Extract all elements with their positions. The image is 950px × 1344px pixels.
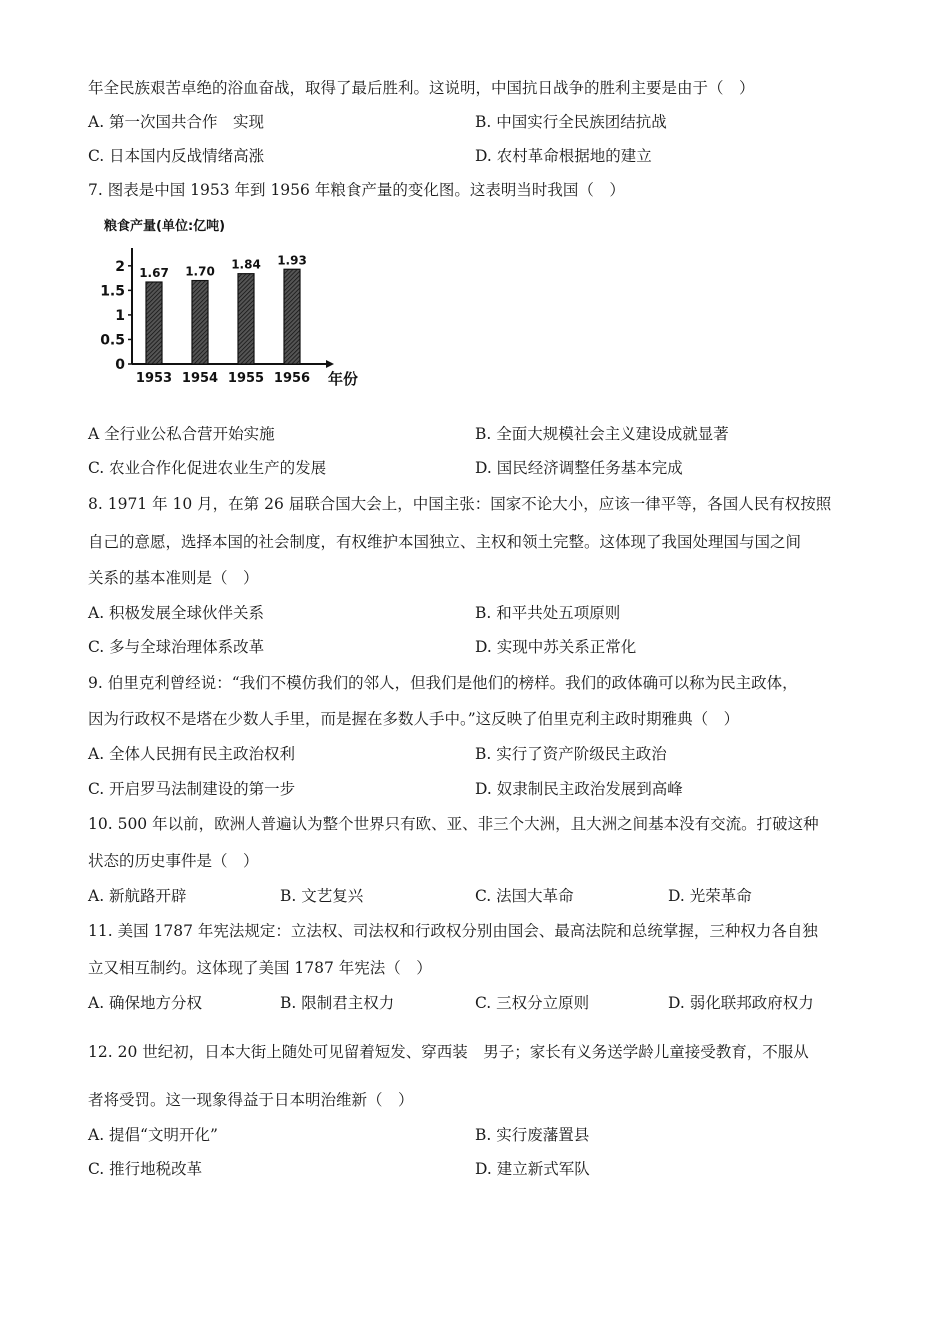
q10-stem-line-1: 10. 500 年以前，欧洲人普遍认为整个世界只有欧、亚、非三个大洲，且大洲之间基本没有交流。打破这种 — [88, 815, 819, 833]
q9-stem-line-2: 因为行政权不是塔在少数人手里，而是握在多数人手中。”这反映了伯里克利主政时期雅典（ ） — [88, 710, 740, 728]
q7-stem: 7. 图表是中国 1953 年到 1956 年粮食产量的变化图。这表明当时我国（ ） — [88, 181, 625, 199]
q12-stem-line-1: 12. 20 世纪初，日本大街上随处可见留着短发、穿西装 男子；家长有义务送学龄儿童接受教育，不服从 — [88, 1043, 809, 1061]
x-tick-label-1955: 1955 — [227, 371, 265, 386]
q7-option-a[interactable]: A 全行业公私合营开始实施 — [88, 425, 275, 443]
q11-option-a[interactable]: A. 确保地方分权 — [88, 994, 203, 1012]
q11-option-c[interactable]: C. 三权分立原则 — [475, 994, 590, 1012]
q6-option-c[interactable]: C. 日本国内反战情绪高涨 — [88, 147, 265, 165]
q8-option-b[interactable]: B. 和平共处五项原则 — [475, 604, 621, 622]
bar-1955 — [238, 274, 254, 364]
q9-option-c[interactable]: C. 开启罗马法制建设的第一步 — [88, 780, 296, 798]
q10-option-b[interactable]: B. 文艺复兴 — [280, 887, 364, 905]
q11-option-d[interactable]: D. 弱化联邦政府权力 — [668, 994, 814, 1012]
q8-stem-line-3: 关系的基本准则是（ ） — [88, 569, 259, 587]
q12-option-b[interactable]: B. 实行废藩置县 — [475, 1126, 590, 1144]
q10-option-d[interactable]: D. 光荣革命 — [668, 887, 752, 905]
q7-option-c[interactable]: C. 农业合作化促进农业生产的发展 — [88, 459, 327, 477]
y-tick-label-2: 1 — [115, 307, 125, 324]
x-tick-label-1953: 1953 — [135, 371, 173, 386]
q7-option-b[interactable]: B. 全面大规模社会主义建设成就显著 — [475, 425, 729, 443]
x-axis-label: 年份 — [328, 370, 359, 388]
x-tick-label-1956: 1956 — [273, 371, 311, 386]
q6-option-d[interactable]: D. 农村革命根据地的建立 — [475, 147, 652, 165]
q10-option-a[interactable]: A. 新航路开辟 — [88, 887, 187, 905]
q10-stem-line-2: 状态的历史事件是（ ） — [88, 852, 259, 870]
y-tick-label-0: 0 — [115, 357, 125, 373]
bar-value-label-1955: 1.84 — [231, 257, 261, 272]
q11-stem-line-2: 立又相互制约。这体现了美国 1787 年宪法（ ） — [88, 959, 432, 977]
bar-value-label-1954: 1.70 — [185, 264, 215, 279]
q12-option-a[interactable]: A. 提倡“文明开化” — [88, 1126, 218, 1144]
x-axis-arrow — [326, 360, 334, 368]
q9-stem-line-1: 9. 伯里克利曾经说：“我们不模仿我们的邻人，但我们是他们的榜样。我们的政体确可以称为民主政体， — [88, 674, 798, 692]
q8-option-d[interactable]: D. 实现中苏关系正常化 — [475, 638, 637, 656]
y-tick-label-4: 2 — [115, 258, 125, 275]
q11-stem-line-1: 11. 美国 1787 年宪法规定：立法权、司法权和行政权分别由国会、最高法院和总统掌握，三种权力各自独 — [88, 922, 818, 940]
bar-1954 — [192, 281, 208, 364]
q10-option-c[interactable]: C. 法国大革命 — [475, 887, 574, 905]
chart-plot-area — [100, 248, 358, 388]
bar-1956 — [284, 269, 300, 364]
q6-option-b[interactable]: B. 中国实行全民族团结抗战 — [475, 113, 667, 131]
q8-option-a[interactable]: A. 积极发展全球伙伴关系 — [88, 604, 265, 622]
q9-option-d[interactable]: D. 奴隶制民主政治发展到高峰 — [475, 780, 683, 798]
y-tick-label-1: 0.5 — [100, 332, 125, 349]
chart-title: 粮食产量(单位:亿吨) — [104, 219, 226, 234]
q6-stem: 年全民族艰苦卓绝的浴血奋战，取得了最后胜利。这说明，中国抗日战争的胜利主要是由于（ ） — [88, 79, 755, 97]
q8-stem-line-2: 自己的意愿，选择本国的社会制度，有权维护本国独立、主权和领土完整。这体现了我国处理国与国之间 — [88, 533, 802, 551]
q7-option-d[interactable]: D. 国民经济调整任务基本完成 — [475, 459, 683, 477]
x-tick-label-1954: 1954 — [181, 371, 219, 386]
q8-stem-line-1: 8. 1971 年 10 月，在第 26 届联合国大会上，中国主张：国家不论大小，应该一律平等，各国人民有权按照 — [88, 495, 832, 513]
bar-1953 — [146, 282, 162, 364]
bar-value-label-1956: 1.93 — [277, 253, 307, 268]
q9-option-b[interactable]: B. 实行了资产阶级民主政治 — [475, 745, 667, 763]
y-tick-label-3: 1.5 — [100, 283, 125, 300]
q6-option-a[interactable]: A. 第一次国共合作 实现 — [88, 113, 265, 131]
q12-option-c[interactable]: C. 推行地税改革 — [88, 1160, 203, 1178]
grain-output-bar-chart — [100, 216, 374, 396]
q11-option-b[interactable]: B. 限制君主权力 — [280, 994, 395, 1012]
q12-stem-line-2: 者将受罚。这一现象得益于日本明治维新（ ） — [88, 1091, 414, 1109]
q8-option-c[interactable]: C. 多与全球治理体系改革 — [88, 638, 265, 656]
q12-option-d[interactable]: D. 建立新式军队 — [475, 1160, 590, 1178]
q9-option-a[interactable]: A. 全体人民拥有民主政治权利 — [88, 745, 296, 763]
bar-value-label-1953: 1.67 — [139, 266, 169, 281]
